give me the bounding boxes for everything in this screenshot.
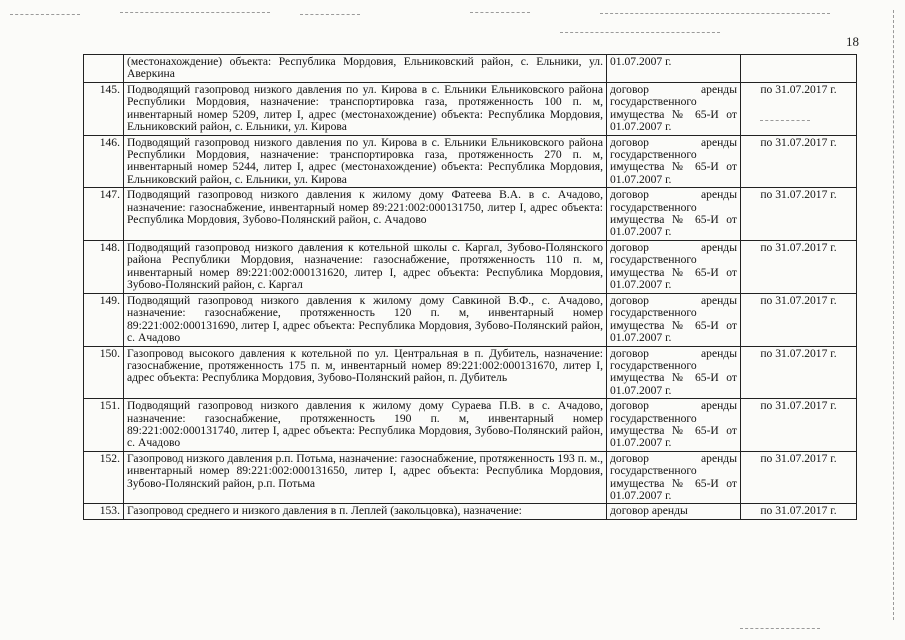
object-description: Подводящий газопровод низкого давления к жилому дому Фатеева В.А. в с. Ачадово, назначение: газоснабжение, инвентарный номер 89:221:002:000131750, литер I, адрес объекта: Республика Мордовия, Зубово-Полянский район, с. Ачадово	[124, 188, 607, 241]
row-number: 149.	[84, 293, 124, 346]
lease-term: по 31.07.2017 г.	[741, 135, 857, 188]
lease-term: по 31.07.2017 г.	[741, 293, 857, 346]
lease-term: по 31.07.2017 г.	[741, 188, 857, 241]
scan-artifact-line	[600, 13, 830, 14]
object-description: Подводящий газопровод низкого давления по ул. Кирова в с. Ельники Ельниковского района Республики Мордовия, назначение: транспортировка газа, протяженность 100 п. м, инвентарный номер 5209, литер I, адрес (местонахождение) объекта: Республика Мордовия, Ельниковский район, с. Ельники, ул. Кирова	[124, 83, 607, 136]
table-row	[84, 451, 857, 504]
lease-basis: договор аренды государственного имущества № 65-И от 01.07.2007 г.	[607, 399, 741, 452]
row-number: 153.	[84, 504, 124, 519]
object-description: Газопровод среднего и низкого давления в п. Леплей (закольцовка), назначение:	[124, 504, 607, 519]
table-row	[84, 346, 857, 399]
object-description: Газопровод низкого давления р.п. Потьма, назначение: газоснабжение, протяженность 193 п. м., инвентарный номер 89:221:002:000131650, литер I, адрес объекта: Республика Мордовия, Зубово-Полянский район, р.п. Потьма	[124, 451, 607, 504]
object-description: Газопровод высокого давления к котельной по ул. Центральная в п. Дубитель, назначение: газоснабжение, протяженность 175 п. м, инвентарный номер 89:221:002:000131670, литер I, адрес объекта: Республика Мордовия, Зубово-Полянский район, п. Дубитель	[124, 346, 607, 399]
scan-artifact-line	[740, 628, 820, 629]
row-number: 146.	[84, 135, 124, 188]
lease-term: по 31.07.2017 г.	[741, 399, 857, 452]
row-number: 151.	[84, 399, 124, 452]
scan-artifact-line	[300, 14, 360, 15]
scan-artifact-line	[10, 14, 80, 15]
row-number	[84, 55, 124, 83]
object-description: Подводящий газопровод низкого давления по ул. Кирова в с. Ельники Ельниковского района Республики Мордовия, назначение: транспортировка газа, протяженность 270 п. м, инвентарный номер 5244, литер I, адрес (местонахождение) объекта: Республика Мордовия, Ельниковский район, с. Ельники, ул. Кирова	[124, 135, 607, 188]
table-row	[84, 55, 857, 83]
lease-term: по 31.07.2017 г.	[741, 451, 857, 504]
table-row	[84, 240, 857, 293]
lease-basis: договор аренды государственного имущества № 65-И от 01.07.2007 г.	[607, 293, 741, 346]
scan-artifact-edge	[893, 10, 894, 620]
scan-artifact-line	[120, 12, 270, 13]
scan-artifact-line	[560, 32, 720, 33]
lease-term: по 31.07.2017 г.	[741, 346, 857, 399]
lease-basis: договор аренды государственного имущества № 65-И от 01.07.2007 г.	[607, 346, 741, 399]
table-row	[84, 504, 857, 519]
lease-term: по 31.07.2017 г.	[741, 240, 857, 293]
row-number: 152.	[84, 451, 124, 504]
lease-term: по 31.07.2017 г.	[741, 504, 857, 519]
lease-basis: договор аренды государственного имущества № 65-И от 01.07.2007 г.	[607, 240, 741, 293]
scan-artifact-line	[470, 12, 530, 13]
lease-term	[741, 55, 857, 83]
lease-term: по 31.07.2017 г.	[741, 83, 857, 136]
row-number: 148.	[84, 240, 124, 293]
table-row	[84, 135, 857, 188]
row-number: 145.	[84, 83, 124, 136]
table-row	[84, 293, 857, 346]
property-table	[83, 54, 857, 520]
lease-basis: 01.07.2007 г.	[607, 55, 741, 83]
row-number: 147.	[84, 188, 124, 241]
lease-basis: договор аренды государственного имущества № 65-И от 01.07.2007 г.	[607, 451, 741, 504]
lease-basis: договор аренды государственного имущества № 65-И от 01.07.2007 г.	[607, 83, 741, 136]
object-description: Подводящий газопровод низкого давления к жилому дому Савкиной В.Ф., с. Ачадово, назначение: газоснабжение, протяженность 120 п. м, инвентарный номер 89:221:002:000131690, литер I, адрес объекта: Республика Мордовия, Зубово-Полянский район, с. Ачадово	[124, 293, 607, 346]
lease-basis: договор аренды	[607, 504, 741, 519]
lease-basis: договор аренды государственного имущества № 65-И от 01.07.2007 г.	[607, 188, 741, 241]
object-description: Подводящий газопровод низкого давления к котельной школы с. Каргал, Зубово-Полянского района Республики Мордовия, назначение: газоснабжение, протяженность 110 п. м, инвентарный номер 89:221:002:000131620, литер I, адрес объекта: Республика Мордовия, Зубово-Полянский район, с. Каргал	[124, 240, 607, 293]
row-number: 150.	[84, 346, 124, 399]
lease-basis: договор аренды государственного имущества № 65-И от 01.07.2007 г.	[607, 135, 741, 188]
page-number: 18	[846, 34, 859, 49]
table-row	[84, 83, 857, 136]
table-row	[84, 188, 857, 241]
object-description: (местонахождение) объекта: Республика Мордовия, Ельниковский район, с. Ельники, ул. Аверкина	[124, 55, 607, 83]
object-description: Подводящий газопровод низкого давления к жилому дому Сураева П.В. в с. Ачадово, назначение: газоснабжение, протяженность 190 п. м, инвентарный номер 89:221:002:000131740, литер I, адрес объекта: Республика Мордовия, Зубово-Полянский район, с. Ачадово	[124, 399, 607, 452]
table-row	[84, 399, 857, 452]
